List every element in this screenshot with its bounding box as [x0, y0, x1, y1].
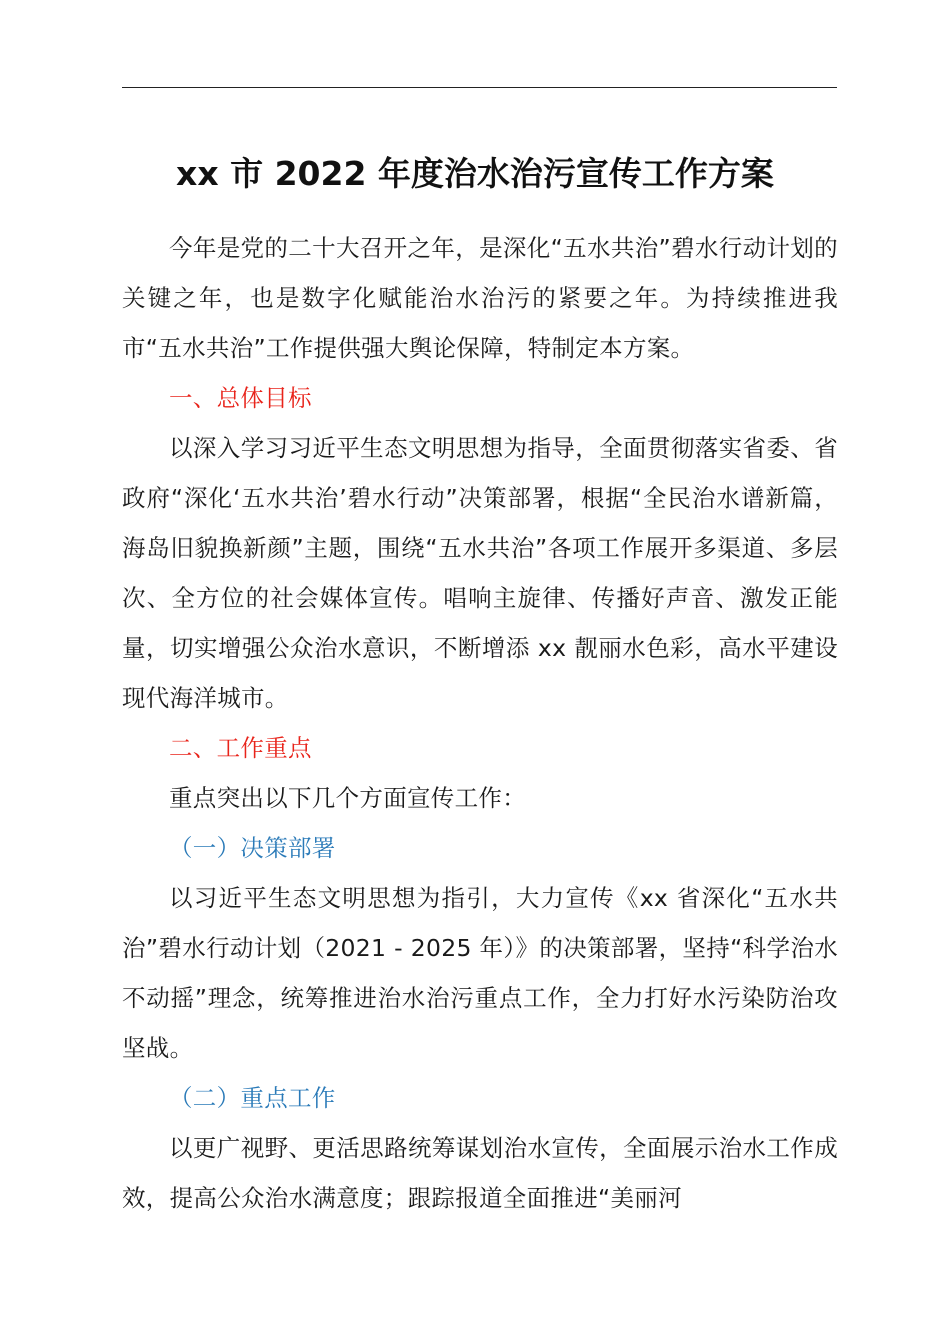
intro-paragraph: 今年是党的二十大召开之年，是深化“五水共治”碧水行动计划的关键之年，也是数字化赋能治水治污的紧要之年。为持续推进我市“五水共治”工作提供强大舆论保障，特制定本方案。 — [122, 234, 838, 362]
subsection-heading-key-work: （二）重点工作 — [169, 1084, 336, 1112]
overall-goal-paragraph: 以深入学习习近平生态文明思想为指导，全面贯彻落实省委、省政府“深化‘五水共治’碧水行动”决策部署，根据“全民治水谱新篇，海岛旧貌换新颜”主题，围绕“五水共治”各项工作展开多渠道、多层次、全方位的社会媒体宣传。唱响主旋律、传播好声音、激发正能量，切实增强公众治水意识，不断增添 xx 靓丽水色彩，高水平建设现代海洋城市。 — [122, 434, 838, 712]
header-rule — [122, 87, 837, 88]
document-title: xx 市 2022 年度治水治污宣传工作方案 — [176, 154, 774, 193]
work-focus-lead: 重点突出以下几个方面宣传工作： — [169, 784, 526, 812]
document-body — [122, 223, 838, 1223]
key-work-paragraph: 以更广视野、更活思路统筹谋划治水宣传，全面展示治水工作成效，提高公众治水满意度；跟踪报道全面推进“美丽河 — [122, 1134, 838, 1212]
section-heading-overall-goal: 一、总体目标 — [169, 384, 312, 412]
section-heading-work-focus: 二、工作重点 — [169, 734, 312, 762]
subsection-heading-decision: （一）决策部署 — [169, 834, 336, 862]
decision-paragraph: 以习近平生态文明思想为指引，大力宣传《xx 省深化“五水共治”碧水行动计划（2021 - 2025 年）》的决策部署，坚持“科学治水不动摇”理念，统筹推进治水治污重点工作，全力打好水污染防治攻坚战。 — [122, 884, 838, 1062]
